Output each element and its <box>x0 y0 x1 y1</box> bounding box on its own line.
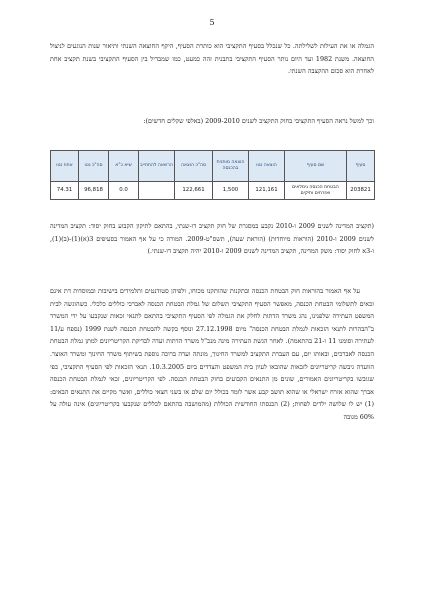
paragraph-text: (תקציב המדינה לשנים 2009 ו-2010 נקבע במסגרת של חוק תקציב דו-שנתי, בהתאם לתיקון הקבוע בחוק יסוד: תקציב המדינה לשנים 2009 ו-2010 (הוראות מיוחדות) (הוראת שעה), תשס"ט-2009. המורה כי על אף האמור בסעיפים 3(א)(1)-(ב)(1), ו-3א לחוק יסוד: משק המדינה, תקציב המדינה לשנים 2009 ו-2010 יהיה תקציב דו-שנתי.) <box>50 222 375 256</box>
column-header: שם סעיף <box>285 151 347 182</box>
column-header: הרשאה להתחייב <box>139 151 175 182</box>
paragraph-table-intro <box>50 115 374 128</box>
column-header: שיא כ"א <box>109 151 139 182</box>
column-header: סה"כ הוצאה <box>175 151 213 182</box>
budget-table <box>50 150 374 200</box>
paragraph-biennial-budget-note <box>50 220 374 258</box>
budget-table-grid <box>50 150 375 200</box>
table-cell: 122,661 <box>175 182 213 200</box>
page-number: 5 <box>209 18 215 27</box>
table-cell <box>139 182 175 200</box>
column-header: סה"כ נטו <box>79 151 109 182</box>
table-cell: 0.0 <box>109 182 139 200</box>
table-cell: 121,161 <box>249 182 285 200</box>
table-header-row <box>51 151 375 182</box>
table-cell: 1,500 <box>213 182 249 200</box>
column-header: הוצאה מותנית בהכנסה <box>213 151 249 182</box>
column-header: אחוז נטו <box>51 151 79 182</box>
table-cell: 203821 <box>347 182 375 200</box>
paragraph-eligibility-criteria <box>50 285 374 424</box>
paragraph-text: על אף האמור בהוראות חוק הבטחת הכנסה ובתקנות שהותקנו מכוחו, ולפיהן סטודנטים ותלמידים בישיבות ובמוסדות דת אינם זכאים לתשלומי הבטחת הכנסה, מאפשר הסעיף התקציבי תשלום של גמלת הבטחת הכנסה לאברכי כוללים כלכלי. כשהוגשה לבית המשפט העתירה שלפנינו, נהג משרד הדתות לחלק את הגמלה לפי הסעיף התקציבי בהתאם לתנאי זכאות שנקבעו על ידי המשרד ב"הבהרות לתנאי הזכאות לגמלת הבטחת הכנסה" מיום 27.12.1998 ונוסף בקשה להבטחת הכנסה לשנת 1999 (נספח ע/11 לעתירה וסומנו 11 ו-21 בהתאמה). לאחר הגשת העתירה מינה מנכ"ל משרד הדתות ועדה לבדיקת הקריטריונים למתן גמלת הבטחת הכנסה לאברכים, ובאותו יום, עם העברת התקציב למשרד החינוך, מונתה ועדה ברוכה נוספת בשיתוף משרד החינוך ומשרד האוצר. הוועדה גיבשה קריטריונים לזכאות שהובאו לעיון בית המשפט והצדדים ביום 10.3.2005. תנאי הזכאות לפי הסעיף התקציבי, כפי שגובשו בקריטריונים האמורים, שונים מן התנאים הקבועים בחוק הבטחת הכנסה. לפי הקריטריונים, זכאי לגמלת הבטחת הכנסה אברך שהוא אזרח ישראלי או שהוא תושב קבע אשר לומד בכולל יום שלם או בשני חצאי כוללים, ואשר מקיים את התנאים הבאים: (1) יש לו שלושה ילדים לפחות; (2) הכנסתו החודשית הכוללת (מהמושבה בהתאם לכללים שנקבעו בקריטריונים) אינה עולה על 60% מגובה <box>50 287 375 421</box>
paragraph-benefit-budget-item <box>50 40 374 78</box>
table-cell: 96,818 <box>79 182 109 200</box>
column-header: הוצאה נטו <box>249 151 285 182</box>
table-row <box>51 182 375 200</box>
paragraph-text: הגמלה או את העילות לשלילתה. כל שנכלל בסעיף התקציבי הוא כותרת הסעיף, היקף החוצאה השנתי ותיאור שנות הנוגעים לניצול החוצאה. משנת 1982 ועד היום נותר הסעיף התקציבי בתבנית זהה כמעט, כמו שמבדיל בין הסעיף התקציבי בשנת תקציב אחת לאחרת הוא סכום ההקצבה השנתי. <box>50 42 374 76</box>
table-cell: הבטחת הכנסה גימלאים ואזרחים ותיקים <box>285 182 347 200</box>
paragraph-text: וכך למשל נראה הסעיף התקציבי בחוק התקציב לשנים 2009-2010 (באלפי שקלים חדשים): <box>143 117 374 125</box>
column-header: סעיף <box>347 151 375 182</box>
table-cell: 74.31 <box>51 182 79 200</box>
